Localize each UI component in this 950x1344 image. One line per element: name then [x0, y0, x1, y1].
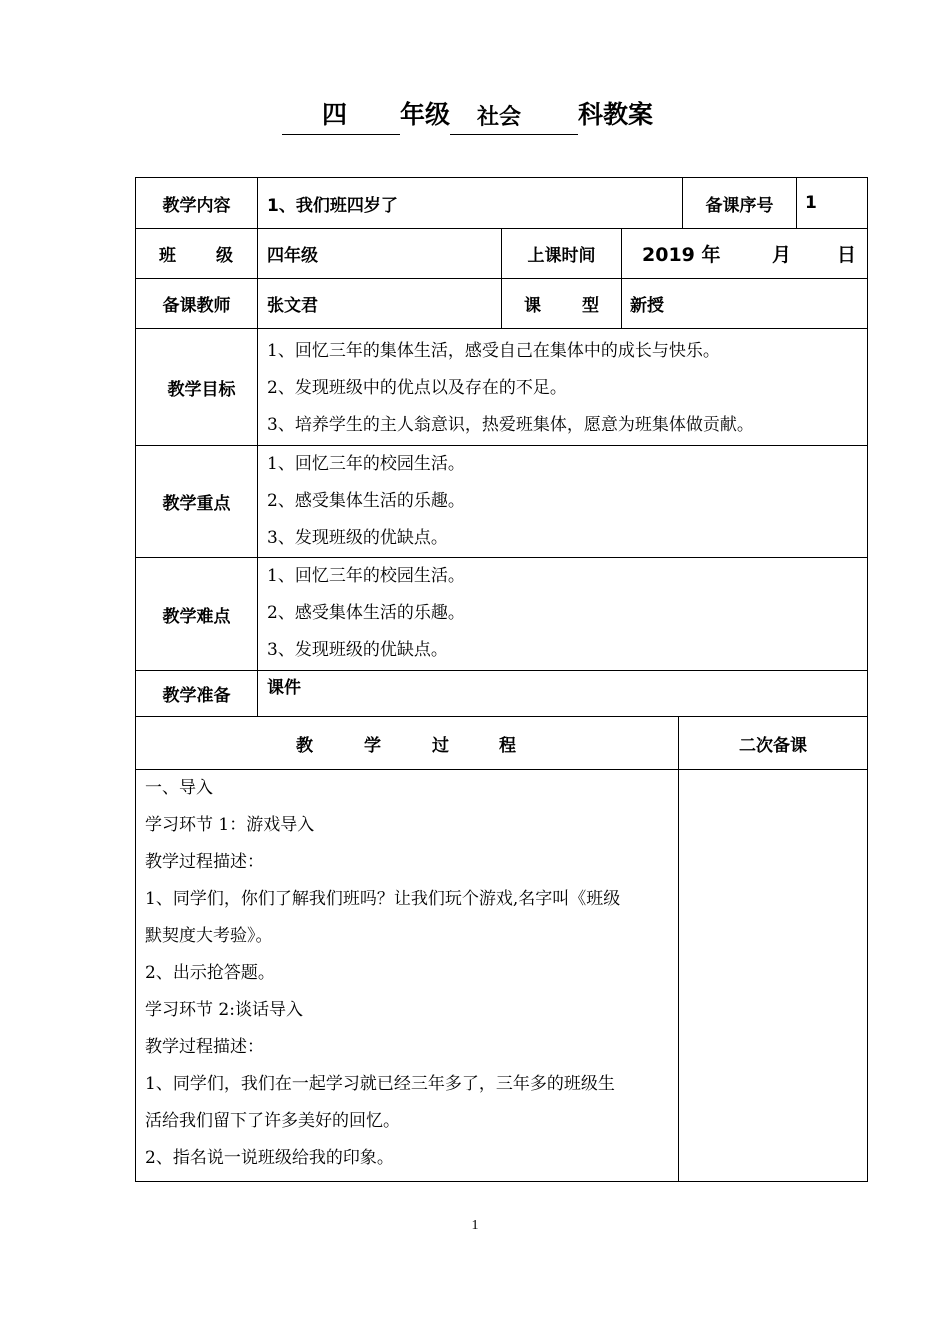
- process-line: 默契度大考验》。: [145, 926, 273, 946]
- col-divider: [796, 177, 797, 228]
- process-header-char: 教: [296, 735, 313, 756]
- process-line: 2、指名说一说班级给我的印象。: [145, 1148, 394, 1168]
- goal-item: 1、回忆三年的集体生活，感受自己在集体中的成长与快乐。: [267, 341, 720, 361]
- goal-item: 3、培养学生的主人翁意识，热爱班集体，愿意为班集体做贡献。: [267, 415, 754, 435]
- class-label-a: 班: [159, 246, 176, 266]
- title-subject: 社会: [477, 104, 522, 130]
- key-points-list: [267, 446, 862, 557]
- seq-label: 备课序号: [705, 195, 774, 216]
- preparation-value: 课件: [267, 677, 301, 698]
- process-header-char: 程: [499, 735, 516, 756]
- key-points-label: 教学重点: [162, 494, 231, 514]
- type-label: [502, 279, 621, 328]
- title-nianji: 年级: [400, 100, 451, 129]
- seq-value: 1: [805, 193, 817, 213]
- type-value: 新授: [630, 296, 664, 316]
- content-value: 1、我们班四岁了: [267, 195, 398, 216]
- subject-underline: [450, 134, 578, 135]
- key-point-item: 3、发现班级的优缺点。: [267, 528, 448, 548]
- grade-underline: [282, 134, 400, 135]
- title-kejiaoan: 科教案: [578, 100, 654, 129]
- time-day: 日: [837, 244, 857, 266]
- process-header-char: 学: [364, 735, 381, 756]
- difficult-points-list: [267, 558, 862, 669]
- time-year: 2019 年: [642, 244, 721, 266]
- title-grade: 四: [322, 100, 348, 129]
- process-line: 活给我们留下了许多美好的回忆。: [145, 1111, 400, 1131]
- key-point-item: 2、感受集体生活的乐趣。: [267, 491, 465, 511]
- process-line: 2、出示抢答题。: [145, 963, 275, 983]
- preparation-label: 教学准备: [162, 686, 231, 706]
- process-line: 教学过程描述：: [145, 1037, 264, 1057]
- process-header-char: 过: [432, 735, 449, 756]
- type-label-b: 型: [582, 296, 599, 316]
- class-label: [136, 229, 257, 278]
- process-line: 一、导入: [145, 778, 213, 798]
- time-label: 上课时间: [527, 246, 596, 266]
- time-month: 月: [772, 244, 792, 266]
- goal-item: 2、发现班级中的优点以及存在的不足。: [267, 378, 567, 398]
- process-line: 教学过程描述：: [145, 852, 264, 872]
- key-point-item: 1、回忆三年的校园生活。: [267, 454, 465, 474]
- content-label: 教学内容: [162, 195, 231, 216]
- page-number: 1: [471, 1218, 479, 1233]
- process-line: 学习环节 2:谈话导入: [145, 1000, 303, 1020]
- col-divider: [257, 177, 258, 716]
- time-value: [622, 229, 866, 278]
- difficult-point-item: 3、发现班级的优缺点。: [267, 640, 448, 660]
- difficult-point-item: 1、回忆三年的校园生活。: [267, 566, 465, 586]
- teacher-label: 备课教师: [162, 296, 231, 316]
- document-title: [0, 96, 950, 140]
- class-label-b: 级: [216, 246, 233, 266]
- col-divider: [678, 716, 679, 1182]
- goals-list: [267, 333, 862, 444]
- process-line: 学习环节 1：游戏导入: [145, 815, 315, 835]
- class-value: 四年级: [267, 246, 318, 266]
- process-line: 1、同学们，你们了解我们班吗？让我们玩个游戏,名字叫《班级: [145, 889, 621, 909]
- type-label-a: 课: [524, 296, 541, 316]
- goals-label: 教学目标: [167, 379, 236, 400]
- teacher-value: 张文君: [267, 296, 318, 316]
- difficult-point-item: 2、感受集体生活的乐趣。: [267, 603, 465, 623]
- second-prep-header: 二次备课: [739, 735, 807, 756]
- difficult-points-label: 教学难点: [162, 606, 231, 627]
- process-body: [145, 770, 675, 1177]
- process-line: 1、同学们，我们在一起学习就已经三年多了，三年多的班级生: [145, 1074, 615, 1094]
- process-header: [136, 717, 678, 769]
